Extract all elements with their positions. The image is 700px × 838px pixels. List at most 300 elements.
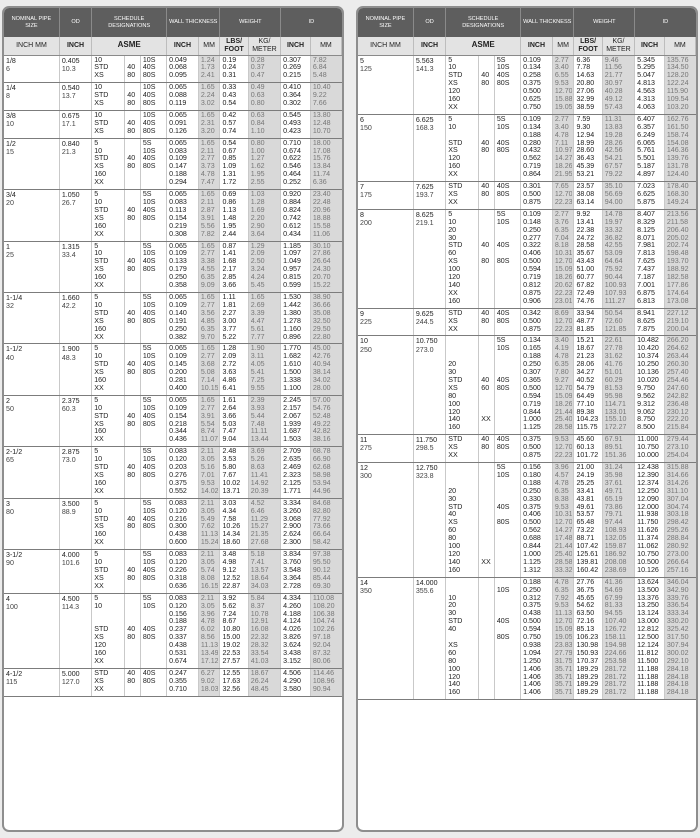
pipe-size-group [358,308,696,336]
id-mm-cell [664,209,695,308]
cell-value: 9.92 [576,210,591,218]
cell-value [497,266,519,274]
cell-value: 3.580 [283,685,301,693]
cell-value [481,634,493,642]
cell-value: 35.67 [576,250,595,258]
cell-value: 2.469 [283,464,301,472]
cell-value: 25.40 [554,550,573,558]
cell-value: 33.54 [250,650,269,658]
cell-value: 15.09 [554,392,573,400]
cell-value [497,559,519,567]
cell-value: 0.710 [283,139,301,147]
cell-value: 2.39 [250,396,265,404]
cell-value: 15.21 [576,337,595,345]
weight-lbs-cell [220,241,248,292]
cell-value: XX [448,289,458,297]
od-cell [59,550,91,594]
cell-value [497,132,519,140]
cell-value: 40 [127,92,136,100]
cell-value: 0.216 [169,515,187,523]
cell-value: 1.09 [222,163,237,171]
id-inch-cell [635,55,665,114]
cell-value [448,472,477,480]
nominal-size-cell [4,241,59,292]
cell-value: 9.53 [554,602,569,610]
schedule-cell [446,463,479,578]
cell-value: 5.54 [200,420,215,428]
cell-value: 31.62 [604,353,623,361]
cell-value: 303.18 [666,511,689,519]
cell-value: 40S [142,412,156,420]
cell-value [127,551,139,559]
cell-value: 1.094 [523,649,541,657]
cell-value: 80 [127,100,136,108]
nominal-size-cell [4,190,59,241]
cell-value: 2.900 [283,523,301,531]
cell-value: 4.026 [283,626,301,634]
cell-value: 73.86 [604,503,623,511]
schedule-s-cell [140,241,166,292]
weight-kg-cell [602,435,634,463]
cell-value: 0.355 [169,677,187,685]
cell-value: 80S [142,472,156,479]
cell-value: 0.599 [283,282,301,290]
wall-inch-cell [521,435,553,463]
cell-value: 3/4 [6,191,16,200]
cell-value: STD [94,626,109,634]
id-inch-cell [281,498,311,549]
nominal-size-cell [4,344,59,395]
cell-value: 141.3 [415,64,434,73]
cell-value: 0.065 [169,84,187,92]
cell-value: 29.50 [312,325,331,333]
weight-lbs-cell [220,292,248,343]
cell-value: 130.98 [576,641,599,649]
cell-value: 80 [481,258,490,266]
cell-value: 0.675 [61,111,80,120]
cell-value: 0.133 [169,258,187,266]
cell-value: 0.154 [169,412,187,420]
cell-value: 178.40 [666,183,689,191]
cell-value: 307.04 [666,495,689,503]
cell-value [143,274,165,282]
cell-value [143,618,165,626]
cell-value: 0.840 [61,139,80,148]
cell-value [481,326,493,334]
cell-value: 120 [448,274,461,282]
cell-value: 0.406 [523,511,541,519]
cell-value: 193.7 [415,191,434,200]
cell-value [448,579,477,587]
cell-value: 10 [448,594,457,602]
id-mm-cell [310,668,341,696]
cell-value: 0.091 [169,119,187,127]
cell-value: 0.957 [283,266,301,274]
cell-value: 9.53 [554,80,569,88]
cell-value: 80 [127,574,136,582]
cell-value: 2.24 [200,92,215,100]
od-cell [413,209,445,308]
nominal-size-cell [358,308,413,336]
cell-value: 53.09 [604,250,623,258]
cell-value: 0.318 [169,574,187,582]
unit-id-mm: MM [310,37,341,55]
cell-value: 281.72 [604,689,627,697]
cell-value: 314.66 [666,471,689,479]
cell-value: 60.29 [604,376,623,384]
od-cell [413,336,445,435]
cell-value [497,274,519,282]
cell-value: 12.70 [554,384,573,392]
cell-value: 2.77 [554,56,569,64]
schedule-cell [125,138,141,189]
cell-value: 132.05 [604,535,627,543]
cell-value: 0.896 [283,333,301,341]
cell-value: 7.023 [637,183,655,191]
cell-value: 2.11 [200,448,215,456]
cell-value: 9 [360,309,364,318]
cell-value: 80 [127,266,136,274]
cell-value: 0.86 [222,199,237,206]
cell-value: 211.58 [666,218,689,226]
cell-value: 10S [496,586,510,594]
cell-value: 10.70 [312,127,331,135]
cell-value: 11.188 [637,673,659,681]
id-mm-cell [664,463,695,578]
cell-value [143,488,165,496]
schedule-cell [92,344,125,395]
cell-value: XS [94,634,104,642]
cell-value: STD [94,515,109,523]
cell-value: 4.52 [250,499,265,507]
id-inch-cell [635,308,665,336]
schedule-cell [479,55,495,114]
cell-value: 0.188 [523,353,541,361]
schedule-s-cell [494,114,520,181]
cell-value [143,377,165,385]
cell-value: 0.562 [523,527,541,535]
cell-value: 5S [142,551,152,559]
od-cell [413,308,445,336]
cell-value: 4.86 [222,377,237,385]
cell-value: 33.41 [576,487,595,495]
cell-value: 0.113 [169,206,187,214]
cell-value: 300.02 [666,649,689,657]
cell-value: 0.250 [523,361,541,369]
cell-value: 5S [142,139,152,147]
cell-value: 0.43 [222,92,237,100]
cell-value: 40S [496,72,510,80]
cell-value [127,57,139,65]
cell-value: 170.37 [576,657,599,665]
cell-value: 0.109 [523,210,541,218]
cell-value: 154.08 [666,139,689,147]
cell-value: 0.493 [283,119,301,127]
cell-value: 17.12 [200,657,219,665]
cell-value [481,618,493,626]
cell-value [481,452,493,460]
schedule-s-cell [140,83,166,111]
cell-value: 0.688 [523,535,541,543]
cell-value: 4.260 [283,602,301,610]
cell-value: 74.76 [576,297,595,305]
schedule-cell [92,83,125,111]
cell-value: 1.406 [523,681,541,689]
weight-lbs-cell [220,668,248,696]
schedule-cell [446,55,479,114]
cell-value: 40 [448,511,457,519]
wall-mm-cell [552,55,574,114]
nominal-size-cell [4,55,59,83]
cell-value: 18.99 [576,139,595,147]
cell-value [127,199,139,207]
wall-mm-cell [552,463,574,578]
cell-value: 4.78 [200,171,215,179]
cell-value: 0.500 [523,444,541,452]
pipe-size-group [4,110,342,138]
cell-value: 36.75 [576,586,595,594]
cell-value: 0.065 [169,139,187,147]
cell-value: 14.78 [604,210,623,218]
cell-value: 1.03 [250,191,265,199]
cell-value: 5 [448,115,453,123]
cell-value: 38.16 [312,436,331,444]
cell-value: 3.152 [283,657,301,665]
cell-value: 21.35 [250,531,269,539]
cell-value: STD [448,376,463,384]
cell-value: 97.44 [604,519,623,527]
cell-value: 40S [142,119,156,127]
cell-value: 266.64 [666,558,689,566]
cell-value: 11.74 [312,171,331,179]
cell-value: 80 [127,523,136,531]
schedule-cell [92,292,125,343]
cell-value: 194.98 [604,641,627,649]
cell-value: 0.844 [523,543,541,551]
cell-value: XX [94,539,104,547]
cell-value: 31.75 [554,657,573,665]
cell-value [497,199,519,207]
cell-value: 0.065 [169,345,187,353]
pipe-size-group [358,55,696,114]
cell-value: 1.24 [200,56,215,64]
cell-value: 7.11 [554,139,569,147]
cell-value: 0.120 [169,507,187,515]
id-mm-cell [310,55,341,83]
cell-value: 90.44 [604,274,623,282]
cell-value: XS [94,72,104,80]
weight-lbs-cell [574,435,602,463]
cell-value: 0.710 [169,685,187,693]
cell-value: 0.281 [169,377,187,385]
cell-value: 0.47 [250,72,265,80]
cell-value: 1.338 [283,377,301,385]
cell-value: 15 [6,147,14,156]
cell-value: 7.437 [637,266,655,274]
cell-value: 0.625 [523,96,541,104]
cell-value: 0.594 [523,392,541,400]
cell-value: 1.65 [200,396,215,404]
cell-value: 94.00 [604,198,623,206]
cell-value: XS [94,163,104,171]
cell-value: 28.00 [312,384,331,392]
cell-value: 40 [127,515,136,523]
od-cell [59,668,91,696]
cell-value: STD [448,72,463,80]
cell-value: 2.125 [283,479,301,487]
cell-value: 0.134 [523,64,541,72]
cell-value: 40S [496,309,510,317]
cell-value [127,294,139,302]
id-mm-cell [664,182,695,210]
cell-value: 0.24 [222,64,237,72]
cell-value: 244.5 [415,317,434,326]
schedule-s-cell [140,447,166,498]
cell-value: 80S [142,317,156,325]
cell-value: 67.91 [604,436,623,444]
cell-value: 22.48 [312,199,331,206]
cell-value: 8.329 [637,218,655,226]
cell-value: 2.69 [250,301,265,309]
cell-value: 20 [448,602,457,610]
cell-value: 45.00 [312,345,331,353]
cell-value: 10S [496,345,510,353]
cell-value: XX [448,325,458,333]
cell-value: 10 [448,218,457,226]
cell-value [481,626,493,634]
id-inch-cell [281,110,311,138]
weight-lbs-cell [220,344,248,395]
cell-value: 7.625 [415,183,434,192]
cell-value: 1.406 [523,673,541,681]
od-cell [59,344,91,395]
cell-value: 9.22 [312,92,327,100]
nominal-size-cell [358,577,413,700]
cell-value: 160 [448,689,461,697]
cell-value: 5.03 [222,420,237,428]
cell-value: 0.42 [222,111,237,119]
cell-value: 3.834 [283,551,301,559]
cell-value: 2-1/2 [6,448,23,457]
schedule-cell [125,395,141,446]
schedule-cell [479,114,495,181]
cell-value: 13.376 [637,594,659,602]
nominal-size-cell [4,83,59,111]
cell-value: 35.71 [554,689,573,697]
cell-value: 4.78 [554,353,569,361]
cell-value: 32 [6,302,14,311]
cell-value: XS [94,574,104,582]
cell-value: XS [94,523,104,531]
cell-value: 3.39 [250,309,265,317]
cell-value: 40 [127,464,136,472]
cell-value: 0.237 [169,626,187,634]
cell-value: 0.188 [169,171,187,179]
cell-value [127,334,139,342]
cell-value: 135.76 [666,56,689,64]
weight-lbs-cell [220,190,248,241]
cell-value [127,171,139,179]
cell-value: 17.48 [554,535,573,543]
cell-value: 7.82 [312,56,327,64]
cell-value [481,551,493,559]
cell-value: 22.23 [554,325,573,333]
cell-value [497,401,519,409]
cell-value: 10S [142,199,156,206]
cell-value: 3.38 [200,258,215,266]
cell-value: 0.252 [283,179,301,187]
schedule-s-cell [140,593,166,668]
unit-wall-inch: INCH [167,37,199,55]
cell-value: 1.65 [200,191,215,199]
cell-value: 120 [448,550,461,558]
cell-value: 7.78 [576,64,591,72]
cell-value [497,650,519,658]
cell-value: 3.05 [200,602,215,610]
cell-value: 281.72 [604,665,627,673]
cell-value: 10.420 [637,345,659,353]
cell-value: 219.1 [415,218,434,227]
cell-value: 80 [127,214,136,222]
cell-value: 3.76 [554,218,569,226]
cell-value [448,345,477,353]
cell-value [127,500,139,508]
cell-value: XS [94,677,104,685]
cell-value: 2.85 [222,274,237,282]
od-cell [413,577,445,700]
cell-value: 1.81 [222,301,237,309]
cell-value: 45.65 [576,594,595,602]
cell-value [143,231,165,239]
cell-value [481,642,493,650]
id-mm-cell [310,593,341,668]
cell-value: 21.95 [554,171,573,179]
cell-value: 8 [360,210,364,219]
cell-value: 10S [496,471,510,479]
schedule-cell [92,241,125,292]
cell-value [481,353,493,361]
cell-value: 111.27 [604,297,626,305]
cell-value: 0.500 [523,317,541,325]
cell-value [481,132,493,140]
cell-value: 355.6 [415,586,434,595]
pipe-schedule-table [4,8,342,697]
cell-value: 10.750 [637,444,659,452]
cell-value: 7.625 [637,258,655,266]
cell-value: 10.31 [554,250,573,258]
pipe-size-group [4,498,342,549]
id-inch-cell [635,463,665,578]
cell-value: 38.14 [312,369,331,377]
cell-value: 4.000 [61,551,80,560]
cell-value: 189.29 [576,673,599,681]
id-mm-cell [664,435,695,463]
cell-value [497,88,519,96]
cell-value [481,227,493,235]
cell-value: 0.432 [523,147,541,155]
cell-value: 1.660 [61,293,80,302]
cell-value: 3.66 [222,412,237,420]
cell-value: XS [448,384,458,392]
cell-value: 0.083 [169,551,187,559]
wall-mm-cell [552,182,574,210]
cell-value: 0.276 [169,472,187,479]
cell-value: 0.247 [169,669,187,677]
cell-value [497,250,519,258]
header-od: OD [413,8,445,37]
cell-value: 9.53 [200,479,215,487]
cell-value: 8.56 [200,634,215,642]
